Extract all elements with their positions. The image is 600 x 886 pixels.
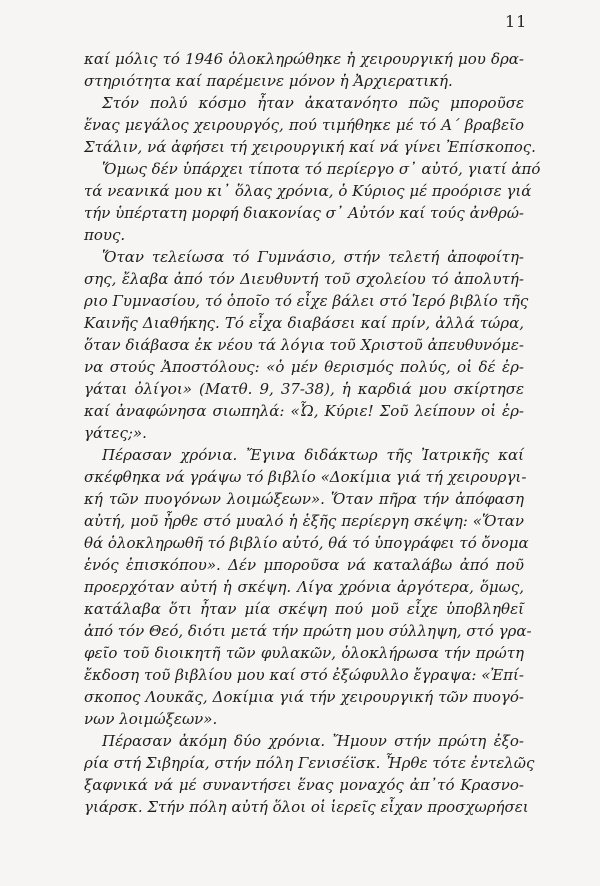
text-line: γάται ὀλίγοι» (Ματθ. 9, 37-38), ἡ καρδιά μου σκίρτησε	[84, 380, 524, 398]
text-line: ρία στή Σιβηρία, στήν πόλη Γενισέϊσκ. Ἦρθε τότε ἐντελῶς	[84, 754, 535, 772]
text-line: ὅταν διάβασα ἐκ νέου τά λόγια τοῦ Χριστοῦ ἀπευθυνόμε-	[84, 336, 524, 354]
text-line: Καινῆς Διαθήκης. Τό εἶχα διαβάσει καί πρίν, ἀλλά τώρα,	[84, 314, 524, 332]
text-line: ριο Γυμνασίου, τό ὁποῖο τό εἶχε βάλει στό Ἱερό βιβλίο τῆς	[84, 292, 529, 310]
text-line: σης, ἔλαβα ἀπό τόν Διευθυντή τοῦ σχολείου τό ἀπολυτή-	[84, 270, 524, 288]
text-line: τήν ὑπέρτατη μορφή διακονίας σ᾿ Αὐτόν καί τούς ἀνθρώ-	[84, 204, 524, 222]
text-line: κατάλαβα ὅτι ἦταν μία σκέψη πού μοῦ εἶχε ὑποβληθεῖ	[84, 600, 524, 618]
body-text	[84, 48, 541, 818]
text-line: Ὅταν τελείωσα τό Γυμνάσιο, στήν τελετή ἀποφοίτη-	[102, 248, 524, 266]
text-line: θά ὁλοκληρωθῆ τό βιβλίο αὐτό, θά τό ὑπογράφει τό ὄνομα	[84, 534, 529, 552]
text-line: καί ἀναφώνησα σιωπηλά: «Ὦ, Κύριε! Σοῦ λείπουν οἱ ἐρ-	[84, 402, 524, 420]
text-line: γάτες;».	[84, 424, 147, 442]
text-line: ἕνας μεγάλος χειρουργός, πού τιμήθηκε μέ τό Α΄ βραβεῖο	[84, 116, 524, 134]
text-line: φεῖο τοῦ διοικητῆ τῶν φυλακῶν, ὁλοκλήρωσα τήν πρώτη	[84, 644, 524, 662]
page-number: 11	[505, 12, 528, 31]
text-line: να στούς Ἀποστόλους: «ὁ μέν θερισμός πολύς, οἱ δέ ἐρ-	[84, 358, 524, 376]
text-line: Στόν πολύ κόσμο ἦταν ἀκατανόητο πῶς μποροῦσε	[102, 94, 524, 112]
text-line: σκέφθηκα νά γράψω τό βιβλίο «Δοκίμια γιά τή χειρουργι-	[84, 468, 527, 486]
text-line: ξαφνικά νά μέ συναντήσει ἕνας μοναχός ἀπ᾿τό Κρασνο-	[84, 776, 524, 794]
text-line: Στάλιν, νά ἀφήσει τή χειρουργική καί νά γίνει Ἐπίσκοπος.	[84, 138, 536, 156]
text-line: αὐτή, μοῦ ἦρθε στό μυαλό ἡ ἑξῆς περίεργη σκέψη: «Ὅταν	[84, 512, 524, 530]
text-line: ἀπό τόν Θεό, διότι μετά τήν πρώτη μου σύλληψη, στό γρα-	[84, 622, 532, 640]
text-line: σκοπος Λουκᾶς, Δοκίμια γιά τήν χειρουργική τῶν πυογό-	[84, 688, 524, 706]
text-line: Πέρασαν ἀκόμη δύο χρόνια. Ἤμουν στήν πρώτη ἐξο-	[102, 732, 524, 750]
text-line: καί μόλις τό 1946 ὁλοκληρώθηκε ἡ χειρουργική μου δρα-	[84, 50, 524, 68]
text-line: ἔκδοση τοῦ βιβλίου μου καί στό ἐξώφυλλο ἔγραψα: «Ἐπί-	[84, 666, 524, 684]
text-line: πους.	[84, 226, 126, 244]
text-line: νων λοιμώξεων».	[84, 710, 218, 728]
text-line: Πέρασαν χρόνια. Ἔγινα διδάκτωρ τῆς Ἰατρικῆς καί	[102, 446, 524, 464]
text-line: γιάρσκ. Στήν πόλη αὐτή ὅλοι οἱ ἱερεῖς εἶχαν προσχωρήσει	[84, 798, 529, 816]
text-line: τά νεανικά μου κι᾿ ὅλας χρόνια, ὁ Κύριος μέ προόρισε γιά	[84, 182, 532, 200]
text-line: προερχόταν αὐτή ἡ σκέψη. Λίγα χρόνια ἀργότερα, ὅμως,	[84, 578, 524, 596]
text-line: Ὅμως δέν ὑπάρχει τίποτα τό περίεργο σ᾿ αὐτό, γιατί ἀπό	[102, 160, 541, 178]
text-line: ἑνός ἐπισκόπου». Δέν μποροῦσα νά καταλάβω ἀπό ποῦ	[84, 556, 524, 574]
text-line: στηριότητα καί παρέμεινε μόνον ἡ Ἀρχιερατική.	[84, 72, 453, 90]
text-line: κή τῶν πυογόνων λοιμώξεων». Ὅταν πῆρα τήν ἀπόφαση	[84, 490, 524, 508]
